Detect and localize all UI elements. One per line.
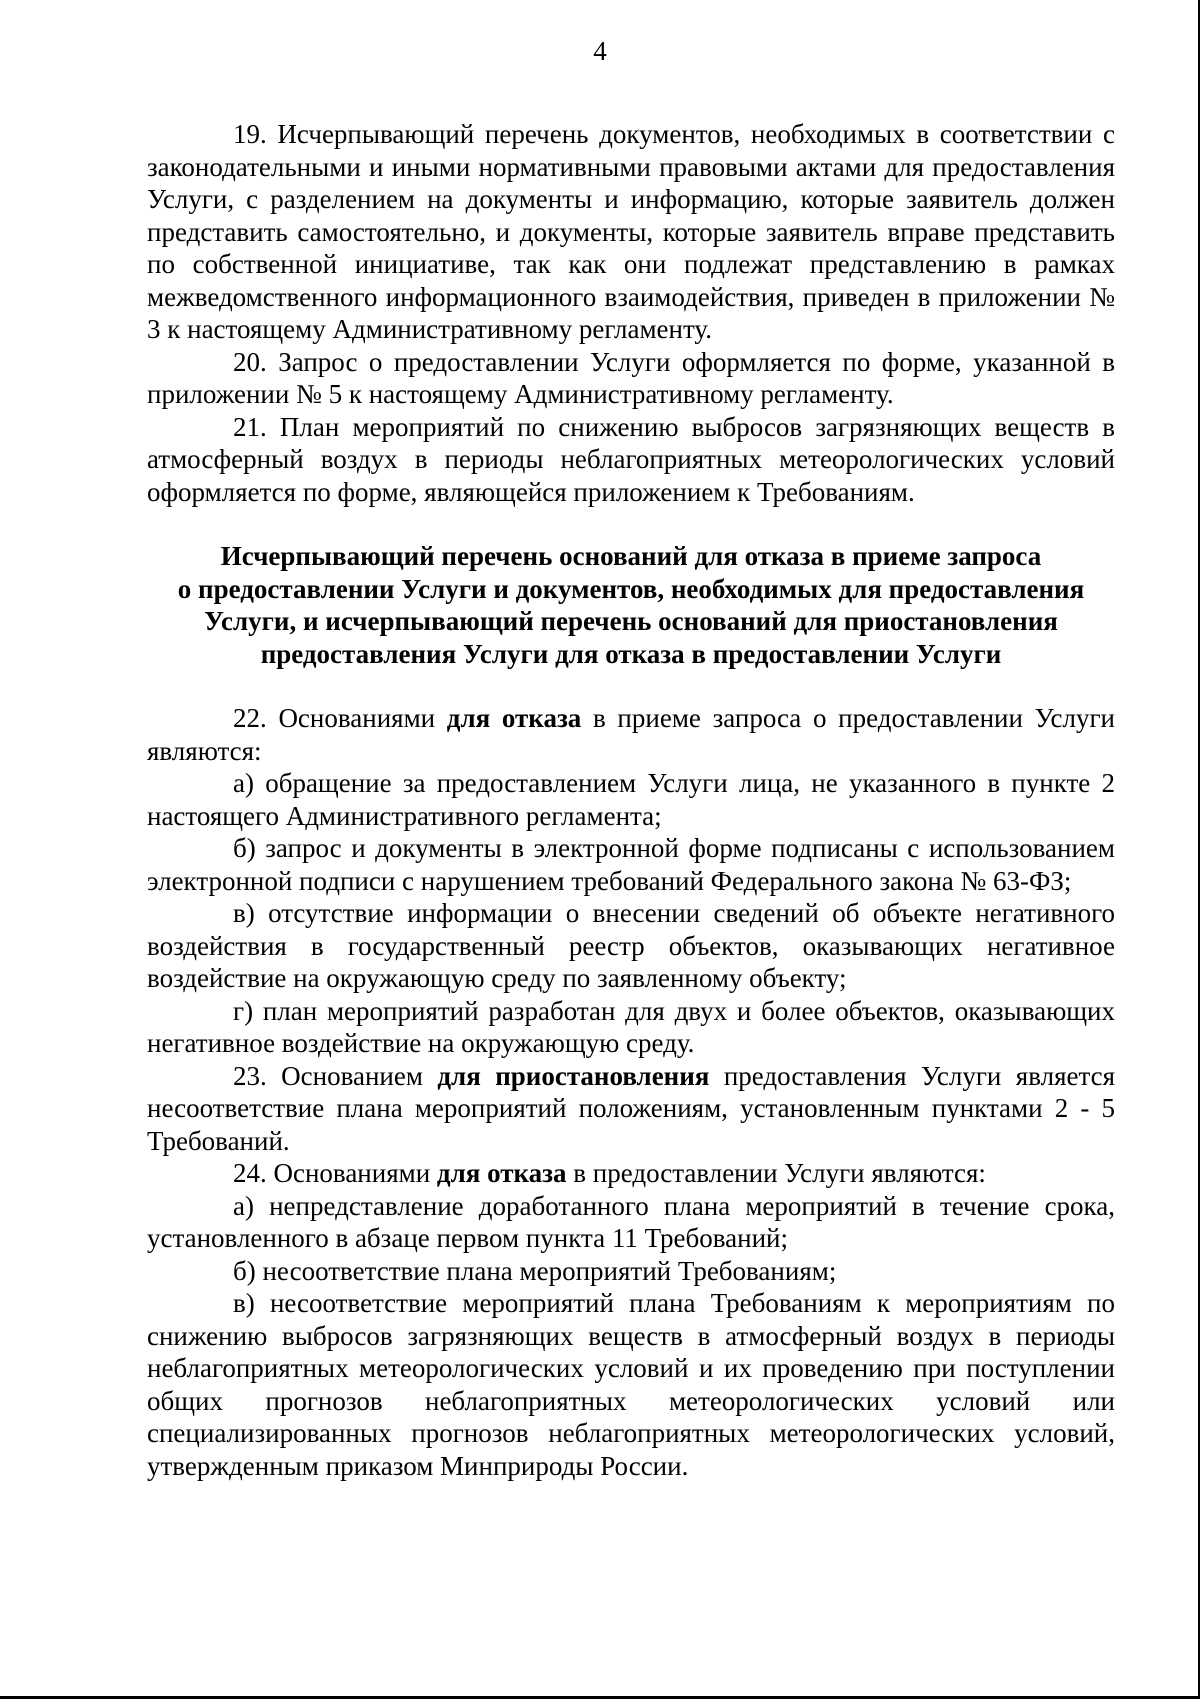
list-item-22a: а) обращение за предоставлением Услуги лица, не указанного в пункте 2 настоящего Административного регламента; [147,768,1115,831]
paragraph-24 [147,1157,1115,1190]
list-item-24v: в) несоответствие мероприятий плана Требованиям к мероприятиям по снижению выбросов загрязняющих веществ в атмосферный воздух в периоды неблагоприятных метеорологических условий и их проведению при поступлении общих прогнозов неблагоприятных метеорологических условий или специализированных прогнозов неблагоприятных метеорологических условий, утвержденным приказом Минприроды России. [147,1288,1115,1481]
paragraph-23 [147,1060,1115,1158]
heading-line: Услуги, и исчерпывающий перечень оснований для приостановления [204,606,1058,636]
heading-line: предоставления Услуги для отказа в предоставлении Услуги [260,638,1002,669]
list-item-22v: в) отсутствие информации о внесении сведений об объекте негативного воздействия в государственный реестр объектов, оказывающих негативное воздействие на окружающую среду по заявленному объекту; [147,898,1115,993]
heading-line: о предоставлении Услуги и документов, необходимых для предоставления [177,573,1085,604]
list-item-24b: б) несоответствие плана мероприятий Требованиям; [233,1255,837,1286]
paragraph-20: 20. Запрос о предоставлении Услуги оформляется по форме, указанной в приложении № 5 к настоящему Административному регламенту. [147,346,1115,409]
paragraph-24-end: в предоставлении Услуги являются: [566,1158,986,1188]
paragraph-23-start: 23. Основанием [233,1060,438,1091]
paragraph-24-start: 24. Основаниями [233,1158,437,1188]
paragraph-22-start: 22. Основаниями [233,703,447,733]
page-number: 4 [593,36,607,66]
paragraph-23-emphasis: для приостановления [437,1060,710,1091]
document-body [147,118,1115,1482]
paragraph-22-end: в приеме запроса о предоставлении Услуги являются: [147,703,1115,766]
list-item-24a: а) непредставление доработанного плана мероприятий в течение срока, установленного в абзаце первом пункта 11 Требований; [147,1190,1115,1253]
paragraph-22 [147,702,1115,767]
list-item-22g: г) план мероприятий разработан для двух и более объектов, оказывающих негативное воздействие на окружающую среду. [147,995,1115,1058]
list-item-22b: б) запрос и документы в электронной форме подписаны с использованием электронной подписи с нарушением требований Федерального закона № 63-ФЗ; [147,833,1115,896]
paragraph-24-emphasis: для отказа [436,1158,567,1188]
paragraph-21: 21. План мероприятий по снижению выбросов загрязняющих веществ в атмосферный воздух в периоды неблагоприятных метеорологических условий оформляется по форме, являющейся приложением к Требованиям. [147,411,1115,507]
paragraph-23-end: предоставления Услуги является несоответствие плана мероприятий положениям, установленным пунктами 2 - 5 Требований. [147,1060,1116,1156]
section-heading [147,540,1115,670]
heading-line: Исчерпывающий перечень оснований для отказа в приеме запроса [220,541,1042,571]
paragraph-19: 19. Исчерпывающий перечень документов, необходимых в соответствии с законодательными и иными нормативными правовыми актами для предоставления Услуги, с разделением на документы и информацию, которые заявитель должен представить самостоятельно, и документы, которые заявитель вправе представить по собственной инициативе, так как они подлежат представлению в рамках межведомственного информационного взаимодействия, приведен в приложении № 3 к настоящему Административному регламенту. [147,119,1115,344]
paragraph-22-emphasis: для отказа [446,703,582,733]
